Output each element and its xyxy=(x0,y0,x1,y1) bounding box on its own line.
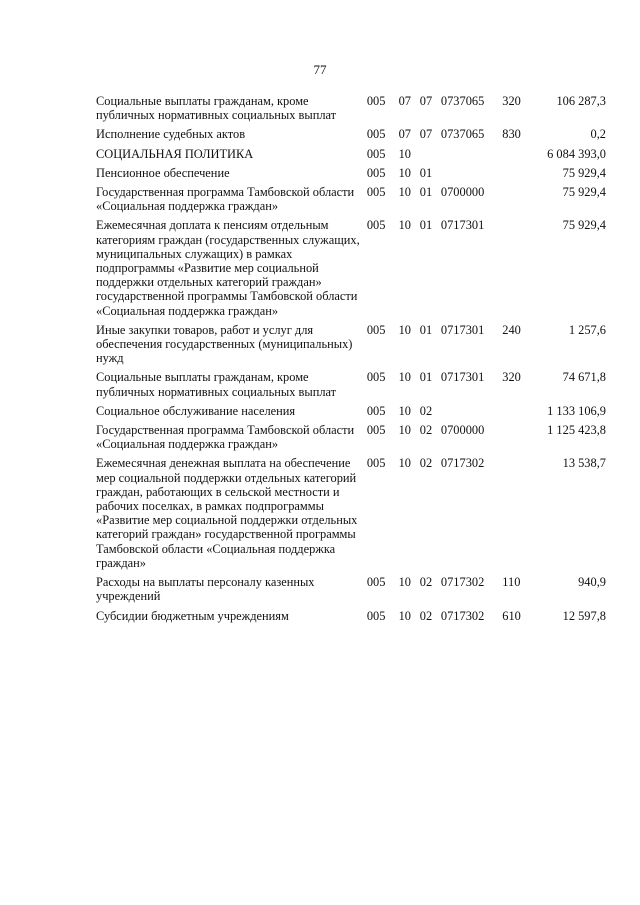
row-rz: 10 xyxy=(398,370,411,385)
row-rz: 10 xyxy=(398,146,411,161)
row-vr xyxy=(502,218,534,322)
row-name: Расходы на выплаты персоналу казенных учреждений xyxy=(96,575,315,604)
row-vr xyxy=(502,456,534,575)
row-ved: 005 xyxy=(366,423,386,438)
row-rz: 07 xyxy=(398,94,411,108)
row-ved: 005 xyxy=(366,403,386,418)
row-pr: 02 xyxy=(419,403,433,418)
row-name: Иные закупки товаров, работ и услуг для обеспечения государственных (муниципальных) нужд xyxy=(96,322,353,366)
row-ved: 005 xyxy=(366,370,386,385)
table-row xyxy=(96,127,606,146)
table-row xyxy=(96,423,606,456)
row-ved: 005 xyxy=(366,456,386,471)
row-name: Социальные выплаты гражданам, кроме публичных нормативных социальных выплат xyxy=(96,94,337,123)
row-name: Исполнение судебных актов xyxy=(96,127,246,142)
table-row xyxy=(96,370,606,403)
row-pr: 01 xyxy=(419,218,433,233)
row-vr xyxy=(502,185,534,218)
row-sum: 12 597,8 xyxy=(562,608,606,623)
row-rz: 10 xyxy=(398,608,411,623)
row-rz: 10 xyxy=(398,218,411,233)
table-row xyxy=(96,166,606,185)
row-sum: 6 084 393,0 xyxy=(547,146,606,161)
row-name: Социальное обслуживание населения xyxy=(96,403,296,418)
row-pr: 01 xyxy=(419,185,433,200)
row-ved: 005 xyxy=(366,94,386,108)
row-name: Пенсионное обеспечение xyxy=(96,165,230,180)
budget-table xyxy=(96,94,606,628)
row-ved: 005 xyxy=(366,608,386,623)
row-csr xyxy=(441,166,502,185)
row-sum: 0,2 xyxy=(590,127,606,142)
row-sum: 940,9 xyxy=(578,575,606,590)
row-name: СОЦИАЛЬНАЯ ПОЛИТИКА xyxy=(96,146,254,161)
row-vr xyxy=(502,166,534,185)
row-pr: 02 xyxy=(419,608,433,623)
row-rz: 07 xyxy=(398,127,411,142)
row-rz: 10 xyxy=(398,403,411,418)
row-vr: 110 xyxy=(502,575,521,590)
table-row xyxy=(96,218,606,322)
row-pr: 02 xyxy=(419,456,433,471)
row-name: Ежемесячная доплата к пенсиям отдельным категориям граждан (государственных служащих, муниципальных служащих) в рамках подпрограммы «Развитие мер социальной поддержки отдельных категорий граждан» государственной программы Тамбовской области «Социальная поддержка граждан» xyxy=(96,218,360,318)
table-row xyxy=(96,609,606,628)
row-pr: 07 xyxy=(419,94,433,108)
row-vr xyxy=(502,147,534,166)
row-vr xyxy=(502,404,534,423)
row-csr: 0700000 xyxy=(440,185,485,200)
row-rz: 10 xyxy=(398,575,411,590)
row-csr: 0717301 xyxy=(440,218,485,233)
row-vr: 240 xyxy=(502,322,521,337)
row-sum: 106 287,3 xyxy=(556,94,606,108)
row-sum: 1 125 423,8 xyxy=(547,423,606,438)
row-name: Социальные выплаты гражданам, кроме публичных нормативных социальных выплат xyxy=(96,370,337,399)
row-pr: 01 xyxy=(419,370,433,385)
row-sum: 75 929,4 xyxy=(562,185,606,200)
row-name: Государственная программа Тамбовской области «Социальная поддержка граждан» xyxy=(96,185,355,214)
row-ved: 005 xyxy=(366,165,386,180)
row-name: Государственная программа Тамбовской области «Социальная поддержка граждан» xyxy=(96,423,355,452)
row-vr: 830 xyxy=(502,127,521,142)
row-rz: 10 xyxy=(398,456,411,471)
table-row xyxy=(96,94,606,127)
row-sum: 1 257,6 xyxy=(568,322,606,337)
row-name: Субсидии бюджетным учреждениям xyxy=(96,608,289,623)
row-vr xyxy=(502,423,534,456)
table-row xyxy=(96,575,606,608)
row-pr: 02 xyxy=(419,423,433,438)
table-row xyxy=(96,323,606,371)
row-sum: 75 929,4 xyxy=(562,218,606,233)
row-csr: 0717301 xyxy=(440,370,485,385)
row-csr: 0700000 xyxy=(440,423,485,438)
row-csr xyxy=(441,147,502,166)
row-sum: 74 671,8 xyxy=(562,370,606,385)
row-rz: 10 xyxy=(398,165,411,180)
table-row xyxy=(96,185,606,218)
row-csr: 0717302 xyxy=(440,608,485,623)
row-rz: 10 xyxy=(398,423,411,438)
row-pr: 01 xyxy=(419,322,433,337)
row-csr: 0737065 xyxy=(440,127,485,142)
row-ved: 005 xyxy=(366,575,386,590)
row-pr xyxy=(420,147,441,166)
page-number: 77 xyxy=(313,62,327,77)
row-csr xyxy=(441,404,502,423)
row-ved: 005 xyxy=(366,127,386,142)
row-rz: 10 xyxy=(398,185,411,200)
row-sum: 1 133 106,9 xyxy=(547,403,606,418)
table-row xyxy=(96,456,606,575)
row-name: Ежемесячная денежная выплата на обеспечение мер социальной поддержки отдельных категорий граждан, работающих в сельской местности и рабочих поселках, в рамках подпрограммы «Развитие мер социальной поддержки отдельных категорий граждан» государственной программы Тамбовской области «Социальная поддержка граждан» xyxy=(96,456,358,570)
row-ved: 005 xyxy=(366,146,386,161)
row-sum: 75 929,4 xyxy=(562,165,606,180)
table-row xyxy=(96,404,606,423)
row-pr: 02 xyxy=(419,575,433,590)
row-pr: 07 xyxy=(419,127,433,142)
row-pr: 01 xyxy=(419,165,433,180)
row-vr: 320 xyxy=(502,370,521,385)
row-csr: 0717302 xyxy=(440,456,485,471)
row-ved: 005 xyxy=(366,322,386,337)
row-csr: 0737065 xyxy=(440,94,485,108)
table-row xyxy=(96,147,606,166)
row-csr: 0717302 xyxy=(440,575,485,590)
row-rz: 10 xyxy=(398,322,411,337)
row-ved: 005 xyxy=(366,185,386,200)
row-vr: 320 xyxy=(502,94,521,108)
row-csr: 0717301 xyxy=(440,322,485,337)
row-vr: 610 xyxy=(502,608,521,623)
row-ved: 005 xyxy=(366,218,386,233)
row-sum: 13 538,7 xyxy=(562,456,606,471)
